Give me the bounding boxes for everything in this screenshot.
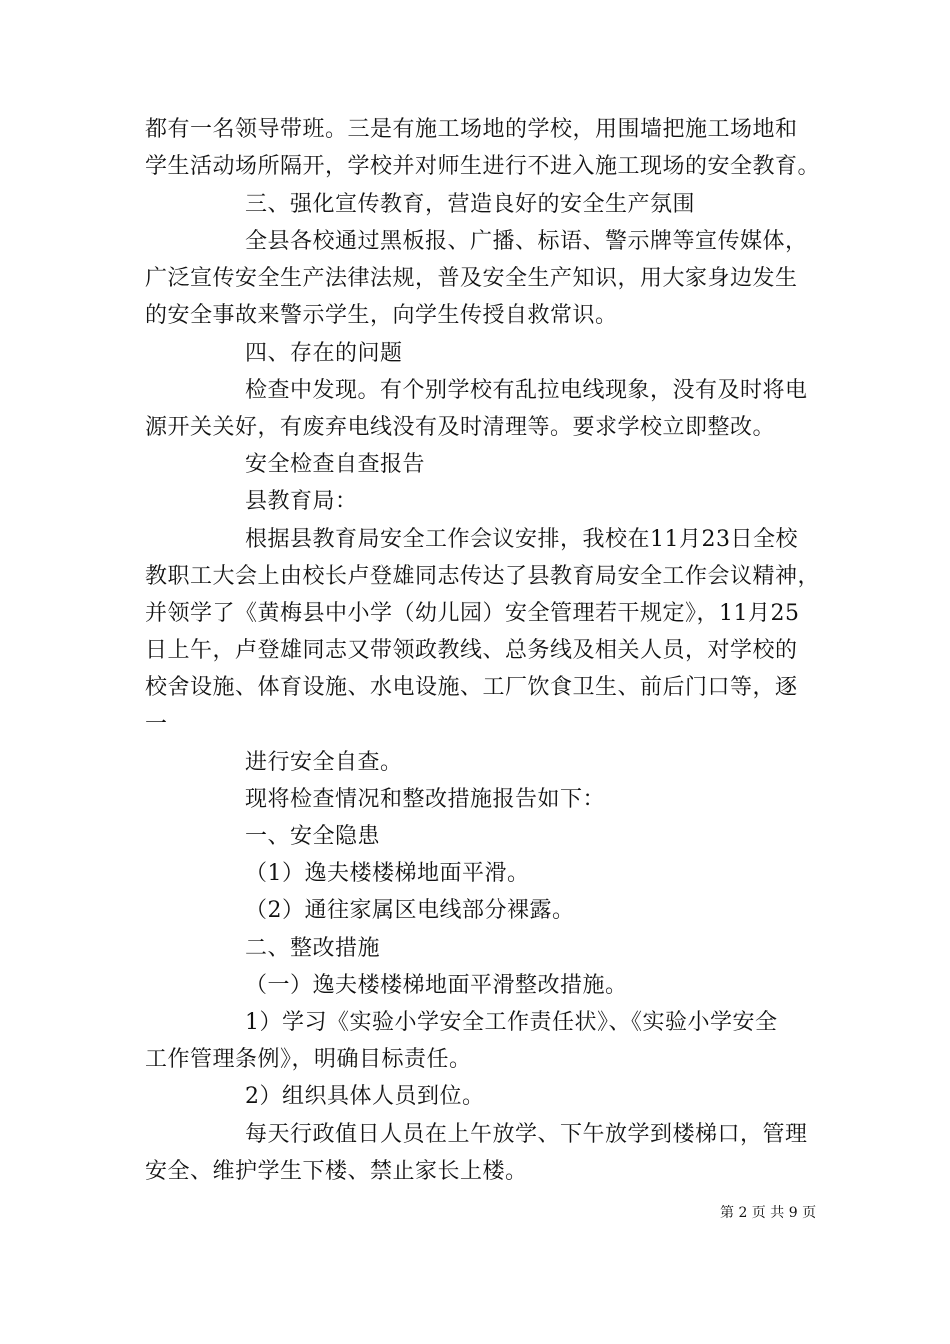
text-line-29: 安全、维护学生下楼、禁止家长上楼。: [145, 1159, 528, 1184]
text-line-9: 源开关关好，有废弃电线没有及时清理等。要求学校立即整改。: [145, 415, 776, 440]
hazard-item-2: （2）通往家属区电线部分裸露。: [245, 898, 575, 923]
text-line-4: 全县各校通过黑板报、广播、标语、警示牌等宣传媒体，: [245, 229, 808, 254]
section-heading-measures: 二、整改措施: [245, 936, 381, 961]
measure-item-2: 2）组织具体人员到位。: [245, 1084, 485, 1109]
text-line-2: 学生活动场所隔开，学校并对师生进行不进入施工现场的安全教育。: [145, 154, 821, 179]
text-line-28: 每天行政值日人员在上午放学、下午放学到楼梯口，管理: [245, 1122, 808, 1147]
section-heading-4: 四、存在的问题: [245, 341, 403, 366]
addressee: 县教育局：: [245, 489, 358, 514]
text-line-14: 并领学了《黄梅县中小学（幼儿园）安全管理若干规定》，11月25: [145, 601, 800, 626]
section-heading-hazards: 一、安全隐患: [245, 824, 381, 849]
text-line-19: 现将检查情况和整改措施报告如下：: [245, 787, 606, 812]
text-line-12: 根据县教育局安全工作会议安排，我校在11月23日全校: [245, 527, 798, 552]
measure-item-1-cont: 工作管理条例》，明确目标责任。: [145, 1047, 472, 1072]
page-number: 第 2 页 共 9 页: [720, 1205, 817, 1221]
measure-item-1: 1）学习《实验小学安全工作责任状》、《实验小学安全: [245, 1010, 778, 1035]
section-heading-3: 三、强化宣传教育，营造良好的安全生产氛围: [245, 192, 696, 217]
text-line-17: 一: [145, 712, 168, 737]
report-title: 安全检查自查报告: [245, 452, 426, 477]
text-line-15: 日上午，卢登雄同志又带领政教线、总务线及相关人员，对学校的: [145, 638, 798, 663]
text-line-18: 进行安全自查。: [245, 750, 403, 775]
measure-heading-1: （一）逸夫楼楼梯地面平滑整改措施。: [245, 973, 628, 998]
text-line-16: 校舍设施、体育设施、水电设施、工厂饮食卫生、前后门口等，逐: [145, 675, 798, 700]
text-line-8: 检查中发现。有个别学校有乱拉电线现象，没有及时将电: [245, 378, 808, 403]
hazard-item-1: （1）逸夫楼楼梯地面平滑。: [245, 861, 530, 886]
text-line-5: 广泛宣传安全生产法律法规，普及安全生产知识，用大家身边发生: [145, 266, 798, 291]
text-line-1: 都有一名领导带班。三是有施工场地的学校，用围墙把施工场地和: [145, 117, 798, 142]
text-line-6: 的安全事故来警示学生，向学生传授自救常识。: [145, 303, 618, 328]
text-line-13: 教职工大会上由校长卢登雄同志传达了县教育局安全工作会议精神，: [145, 564, 821, 589]
